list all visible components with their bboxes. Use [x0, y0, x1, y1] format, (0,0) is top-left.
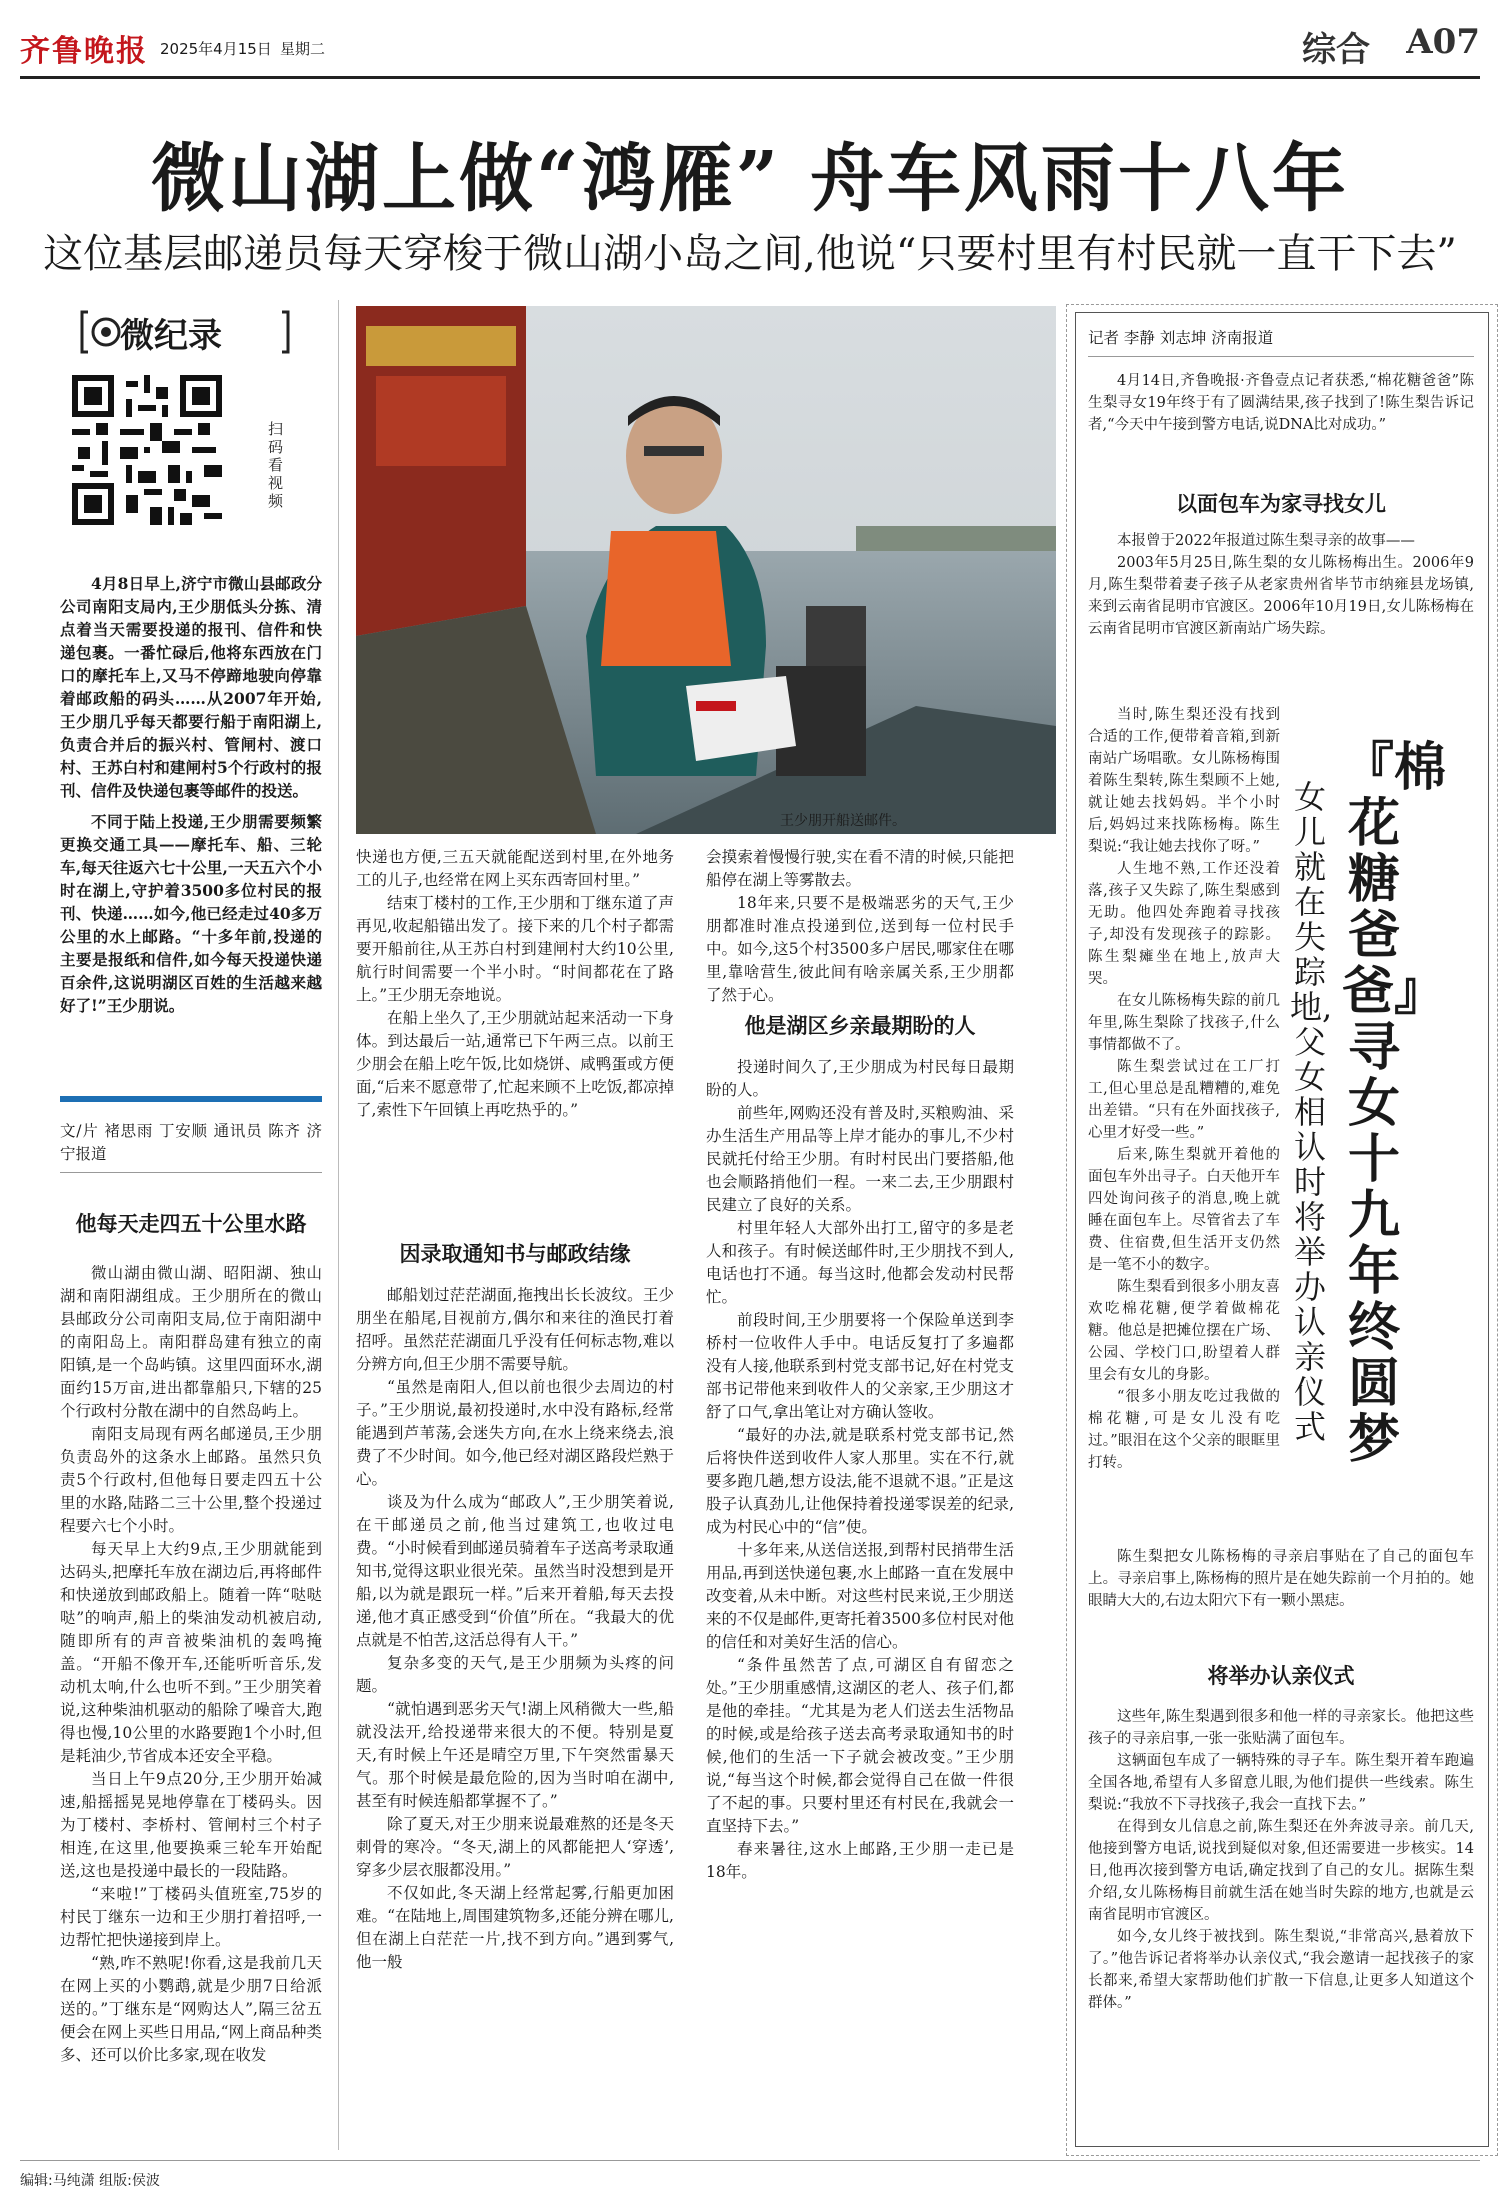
paragraph: 本报曾于2022年报道过陈生梨寻亲的故事——	[1117, 533, 1415, 549]
sidebar-mid-text	[1088, 1546, 1474, 1612]
article-column-2	[356, 846, 674, 1122]
column-divider	[338, 300, 339, 2150]
paragraph: 陈生梨把女儿陈杨梅的寻亲启事贴在了自己的面包车上。寻亲启事上,陈杨梅的照片是在她失踪前一个月拍的。她眼睛大大的,右边太阳穴下有一颗小黑痣。	[1088, 1549, 1474, 1609]
paragraph: 在女儿陈杨梅失踪的前几年里,陈生梨除了找孩子,什么事情都做不了。	[1088, 993, 1280, 1053]
paragraph: 4月14日,齐鲁晚报·齐鲁壹点记者获悉,“棉花糖爸爸”陈生梨寻女19年终于有了圆满结果,孩子找到了!陈生梨告诉记者,“今天中午接到警方电话,说DNA比对成功。”	[1088, 373, 1474, 433]
vertical-subtitle: 女儿就在失踪地,父女相认时将举办认亲仪式	[1290, 778, 1333, 1446]
section-name: 综合	[1302, 30, 1370, 70]
divider	[60, 1172, 322, 1173]
article-column-2b	[356, 1284, 674, 1974]
section-heading: 因录取通知书与邮政结缘	[399, 1241, 631, 1266]
paragraph: 后来,陈生梨就开着他的面包车外出寻子。白天他开车四处询问孩子的消息,晚上就睡在面包车上。尽管省去了车费、住宿费,但生活开支仍然是一笔不小的数字。	[1088, 1147, 1280, 1273]
newspaper-brand: 齐鲁晚报	[20, 34, 148, 69]
section-heading: 他每天走四五十公里水路	[75, 1211, 307, 1236]
footer-credit: 编辑:马纯潇 组版:侯波	[20, 2173, 160, 2189]
sidebar-heading: 将举办认亲仪式	[1207, 1663, 1355, 1688]
page-number: A07	[1406, 22, 1480, 62]
sidebar-byline: 记者 李静 刘志坤 济南报道	[1088, 329, 1274, 347]
paragraph: “最好的办法,就是联系村党支部书记,然后将快件送到收件人家人那里。实在不行,就要多跑几趟,想方设法,能不退就不退。”正是这股子认真劲儿,让他保持着投递零误差的纪录,成为村民心中的“信”使。	[706, 1426, 1014, 1536]
paragraph: “来啦!”丁楼码头值班室,75岁的村民丁继东一边和王少朋打着招呼,一边帮忙把快递接到岸上。	[60, 1885, 322, 1949]
paragraph: 当日上午9点20分,王少朋开始减速,船摇摇晃晃地停靠在丁楼码头。因为丁楼村、李桥村、管闸村三个村子相连,在这里,他要换乘三轮车开始配送,这也是投递中最长的一段陆路。	[60, 1770, 322, 1880]
paragraph: 人生地不熟,工作还没着落,孩子又失踪了,陈生梨感到无助。他四处奔跑着寻找孩子,却没有发现孩子的踪影。陈生梨瘫坐在地上,放声大哭。	[1088, 861, 1280, 987]
paragraph: 当时,陈生梨还没有找到合适的工作,便带着音箱,到新南站广场唱歌。女儿陈杨梅围着陈生梨转,陈生梨顾不上她,就让她去找妈妈。半个小时后,妈妈过来找陈杨梅。陈生梨说:“我让她去找你了呀。”	[1088, 707, 1280, 855]
paragraph: “就怕遇到恶劣天气!湖上风稍微大一些,船就没法开,给投递带来很大的不便。特别是夏天,有时候上午还是晴空万里,下午突然雷暴天气。那个时候是最危险的,因为当时咱在湖中,甚至有时候连船都掌握不了。”	[356, 1700, 674, 1810]
section-heading: 他是湖区乡亲最期盼的人	[744, 1013, 976, 1038]
paragraph: “虽然是南阳人,但以前也很少去周边的村子。”王少朋说,最初投递时,水中没有路标,经常能遇到芦苇荡,会迷失方向,在水上绕来绕去,浪费了不少时间。如今,他已经对湖区路段烂熟于心。	[356, 1378, 674, 1488]
sidebar-lead	[1088, 370, 1474, 436]
author-credit: 文/片 褚思雨 丁安顺 通讯员 陈齐 济宁报道	[60, 1122, 322, 1163]
paragraph: 邮船划过茫茫湖面,拖拽出长长波纹。王少朋坐在船尾,目视前方,偶尔和来往的渔民打着招呼。虽然茫茫湖面几乎没有任何标志物,难以分辨方向,但王少朋不需要导航。	[356, 1286, 674, 1373]
paragraph: 复杂多变的天气,是王少朋频为头疼的问题。	[356, 1654, 674, 1695]
sidebar-top-text	[1088, 530, 1474, 640]
paragraph: 每天早上大约9点,王少朋就能到达码头,把摩托车放在湖边后,再将邮件和快递放到邮政船上。随着一阵“哒哒哒”的响声,船上的柴油发动机被启动,随即所有的声音被柴油机的轰鸣掩盖。“开船不像开车,还能听听音乐,发动机太响,什么也听不到。”王少朋笑着说,这种柴油机驱动的船除了噪音大,跑得也慢,10公里的水路要跑1个小时,但是耗油少,节省成本还安全平稳。	[60, 1540, 322, 1765]
article-column-3b	[706, 1056, 1014, 1884]
article-column-1	[60, 1262, 322, 2067]
paragraph: 快递也方便,三五天就能配送到村里,在外地务工的儿子,也经常在网上买东西寄回村里。”	[356, 848, 674, 889]
paragraph: 陈生梨尝试过在工厂打工,但心里总是乱糟糟的,难免出差错。“只有在外面找孩子,心里才好受一些。”	[1088, 1059, 1280, 1141]
article-column-3	[706, 846, 1014, 1007]
paragraph: 在船上坐久了,王少朋就站起来活动一下身体。到达最后一站,通常已下午两三点。以前王少朋会在船上吃午饭,比如烧饼、咸鸭蛋或方便面,“后来不愿意带了,忙起来顾不上吃饭,都凉掉了,索性下午回镇上再吃热乎的。”	[356, 1009, 674, 1119]
paragraph: 陈生梨看到很多小朋友喜欢吃棉花糖,便学着做棉花糖。他总是把摊位摆在广场、公园、学校门口,盼望着人群里会有女儿的身影。	[1088, 1279, 1280, 1383]
paragraph: 前段时间,王少朋要将一个保险单送到李桥村一位收件人手中。电话反复打了多遍都没有人接,他联系到村党支部书记,好在村党支部书记带他来到收件人的父亲家,王少朋这才舒了口气,拿出笔让对方确认签收。	[706, 1311, 1014, 1421]
vertical-title: 『棉花糖爸爸』寻女十九年终圆梦	[1342, 737, 1447, 1470]
paragraph: 如今,女儿终于被找到。陈生梨说,“非常高兴,悬着放下了。”他告诉记者将举办认亲仪式,“我会邀请一起找孩子的家长都来,希望大家帮助他们扩散一下信息,让更多人知道这个群体。”	[1088, 1929, 1474, 2011]
paragraph: 除了夏天,对王少朋来说最难熬的还是冬天刺骨的寒冷。“冬天,湖上的风都能把人‘穿透’,穿多少层衣服都没用。”	[356, 1815, 674, 1879]
sidebar-bottom-text	[1088, 1706, 1474, 2014]
paragraph: 十多年来,从送信送报,到帮村民捎带生活用品,再到送快递包裹,水上邮路一直在发展中改变着,从未中断。对这些村民来说,王少朋送来的不仅是邮件,更寄托着3500多位村民对他的信任和对美好生活的信心。	[706, 1541, 1014, 1651]
paragraph: 投递时间久了,王少朋成为村民每日最期盼的人。	[706, 1058, 1014, 1099]
intro-paragraph: 4月8日早上,济宁市微山县邮政分公司南阳支局内,王少朋低头分拣、清点着当天需要投递的报刊、信件和快递包裹。一番忙碌后,他将东西放在门口的摩托车上,又马不停蹄地驶向停靠着邮政船的码头……从2007年开始,王少朋几乎每天都要行船于南阳湖上,负责合并后的振兴村、管闸村、渡口村、王苏白村和建闸村5个行政村的报刊、信件及快递包裹等邮件的投送。	[60, 574, 322, 800]
paragraph: 前些年,网购还没有普及时,买粮购油、采办生活生产用品等上岸才能办的事儿,不少村民就托付给王少朋。有时村民出门要搭船,他也会顺路捎他们一程。一来二去,王少朋跟村民建立了良好的关系。	[706, 1104, 1014, 1214]
paragraph: 会摸索着慢慢行驶,实在看不清的时候,只能把船停在湖上等雾散去。	[706, 848, 1014, 889]
paragraph: 结束丁楼村的工作,王少朋和丁继东道了声再见,收起船锚出发了。接下来的几个村子都需要开船前往,从王苏白村到建闸村大约10公里,航行时间需要一个半小时。“时间都花在了路上。”王少朋无奈地说。	[356, 894, 674, 1004]
paragraph: 在得到女儿信息之前,陈生梨还在外奔波寻亲。前几天,他接到警方电话,说找到疑似对象,但还需要进一步核实。14日,他再次接到警方电话,确定找到了自己的女儿。据陈生梨介绍,女儿陈杨梅目前就生活在她当时失踪的地方,也就是云南省昆明市官渡区。	[1088, 1819, 1474, 1923]
qr-code[interactable]	[72, 375, 222, 525]
accent-bar	[60, 1096, 322, 1102]
paragraph: “条件虽然苦了点,可湖区自有留恋之处。”王少朋重感情,这湖区的老人、孩子们,都是他的牵挂。“尤其是为老人们送去生活物品的时候,或是给孩子送去高考录取通知书的时候,他们的生活一下子就会被改变。”王少朋说,“每当这个时候,都会觉得自己在做一件很了不起的事。只要村里还有村民在,我就会一直坚持下去。”	[706, 1656, 1014, 1835]
column-tag: 微纪录	[120, 316, 222, 356]
sidebar-heading: 以面包车为家寻找女儿	[1176, 491, 1386, 516]
paragraph: “很多小朋友吃过我做的棉花糖,可是女儿没有吃过。”眼泪在这个父亲的眼眶里打转。	[1088, 1389, 1280, 1471]
photo-caption: 王少朋开船送邮件。	[780, 813, 906, 829]
paragraph: 村里年轻人大部外出打工,留守的多是老人和孩子。有时候送邮件时,王少朋找不到人,电话也打不通。每当这时,他都会发动村民帮忙。	[706, 1219, 1014, 1306]
paragraph: 这辆面包车成了一辆特殊的寻子车。陈生梨开着车跑遍全国各地,希望有人多留意儿眼,为他们提供一些线索。陈生梨说:“我放不下寻找孩子,我会一直找下去。”	[1088, 1753, 1474, 1813]
intro-block	[60, 572, 322, 1017]
divider	[1088, 356, 1474, 357]
issue-weekday: 星期二	[280, 40, 326, 58]
issue-date: 2025年4月15日	[160, 40, 272, 58]
paragraph: “熟,咋不熟呢!你看,这是我前几天在网上买的小鹦鹉,就是少朋7日给派送的。”丁继东是“网购达人”,隔三岔五便会在网上买些日用品,“网上商品种类多、还可以价比多家,现在收发	[60, 1954, 322, 2064]
news-photo	[356, 306, 1056, 834]
paragraph: 微山湖由微山湖、昭阳湖、独山湖和南阳湖组成。王少朋所在的微山县邮政分公司南阳支局,位于南阳湖中的南阳岛上。南阳群岛建有独立的南阳镇,是一个岛屿镇。这里四面环水,湖面约15万亩,进出都靠船只,下辖的25个行政村分散在湖中的自然岛屿上。	[60, 1264, 322, 1420]
paragraph: 2003年5月25日,陈生梨的女儿陈杨梅出生。2006年9月,陈生梨带着妻子孩子从老家贵州省毕节市纳雍县龙场镇,来到云南省昆明市官渡区。2006年10月19日,女儿陈杨梅在云南省昆明市官渡区新南站广场失踪。	[1088, 555, 1474, 637]
intro-paragraph-2: 不同于陆上投递,王少朋需要频繁更换交通工具——摩托车、船、三轮车,每天往返六七十公里,一天五六个小时在湖上,守护着3500多位村民的报刊、快递……如今,他已经走过40多万公里的水上邮路。“十多年前,投递的主要是报纸和信件,如今每天投递快递百余件,这说明湖区百姓的生活越来越好了!”王少朋说。	[60, 812, 322, 1015]
paragraph: 春来暑往,这水上邮路,王少朋一走已是18年。	[706, 1840, 1014, 1881]
paragraph: 这些年,陈生梨遇到很多和他一样的寻亲家长。他把这些孩子的寻亲启事,一张一张贴满了面包车。	[1088, 1709, 1474, 1747]
scan-hint: 扫码看视频	[268, 420, 284, 510]
paragraph: 南阳支局现有两名邮递员,王少朋负责岛外的这条水上邮路。虽然只负责5个行政村,但他每日要走四五十公里的水路,陆路二三十公里,整个投递过程要六七个小时。	[60, 1425, 322, 1535]
main-headline: 微山湖上做“鸿雁” 舟车风雨十八年	[151, 136, 1349, 222]
masthead-bar	[20, 14, 1480, 79]
paragraph: 不仅如此,冬天湖上经常起雾,行船更加困难。“在陆地上,周围建筑物多,还能分辨在哪儿,但在湖上白茫茫一片,找不到方向。”遇到雾气,他一般	[356, 1884, 674, 1971]
paragraph: 18年来,只要不是极端恶劣的天气,王少朋都准时准点投递到位,送到每一位村民手中。如今,这5个村3500多户居民,哪家住在哪里,靠啥营生,彼此间有啥亲属关系,王少朋都了然于心。	[706, 894, 1014, 1004]
paragraph: 谈及为什么成为“邮政人”,王少朋笑着说,在干邮递员之前,他当过建筑工,也收过电费。“小时候看到邮递员骑着车子送高考录取通知书,觉得这职业很光荣。虽然当时没想到是开船,以为就是跟玩一样。”后来开着船,每天去投递,他才真正感受到“价值”所在。“我最大的优点就是不怕苦,这活总得有人干。”	[356, 1493, 674, 1649]
sidebar-narrow-text	[1088, 704, 1280, 1474]
footer-rule	[20, 2160, 1480, 2161]
sub-headline: 这位基层邮递员每天穿梭于微山湖小岛之间,他说“只要村里有村民就一直干下去”	[43, 231, 1457, 277]
